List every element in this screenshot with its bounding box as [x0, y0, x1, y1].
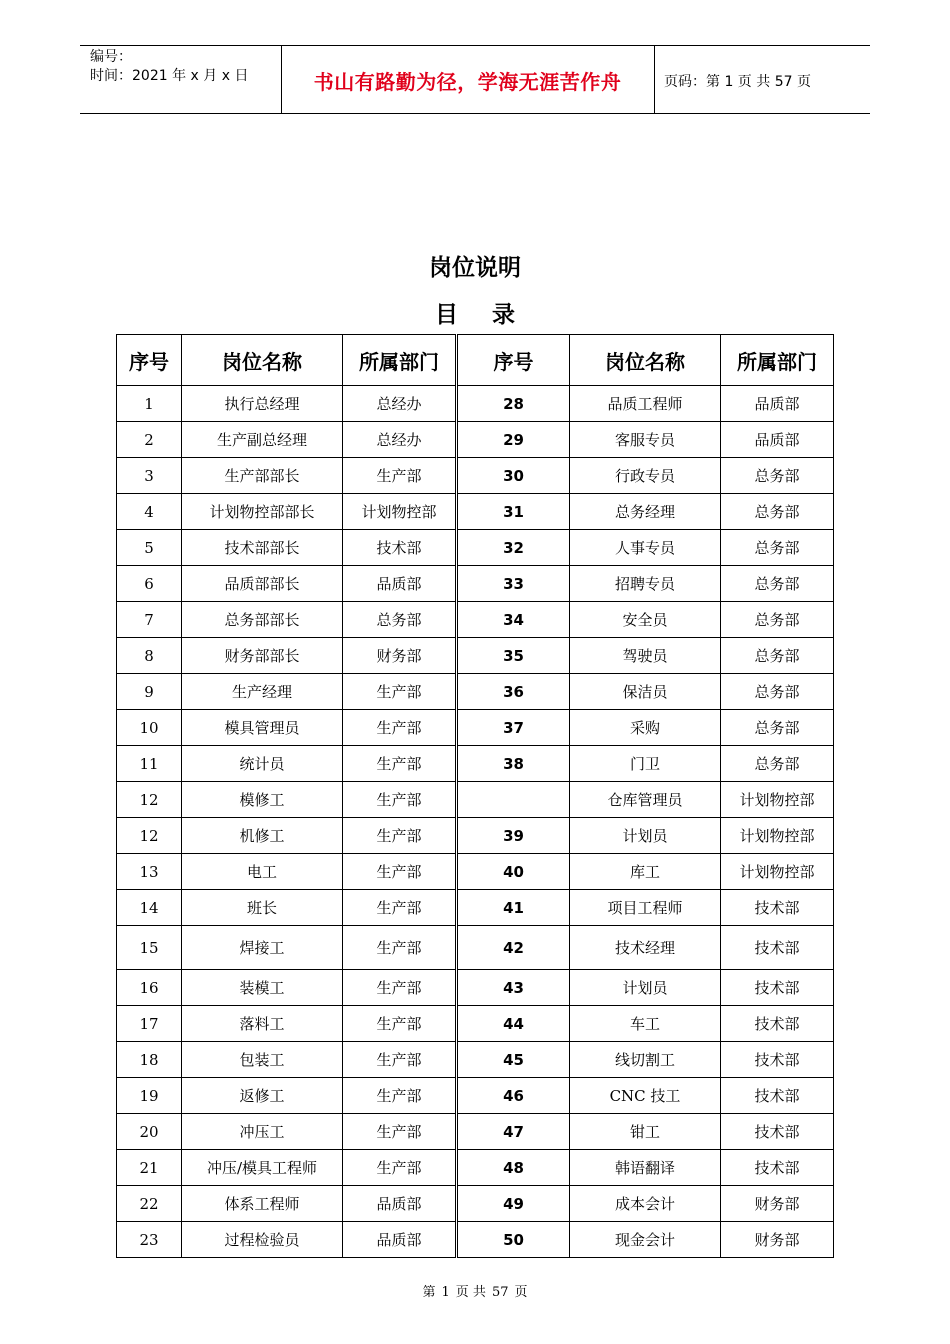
department-cell: 生产部 — [343, 746, 457, 782]
row-number-cell: 33 — [457, 566, 570, 602]
department-cell: 总务部 — [721, 494, 834, 530]
position-name-cell: 电工 — [182, 854, 343, 890]
position-name-cell: 总务部部长 — [182, 602, 343, 638]
row-number-cell: 12 — [117, 818, 182, 854]
position-name-cell: 客服专员 — [570, 422, 721, 458]
department-cell: 生产部 — [343, 1042, 457, 1078]
position-name-cell: 成本会计 — [570, 1186, 721, 1222]
row-number-cell: 34 — [457, 602, 570, 638]
row-number-cell: 40 — [457, 854, 570, 890]
row-number-cell: 16 — [117, 970, 182, 1006]
row-number-cell: 30 — [457, 458, 570, 494]
position-name-cell: 计划员 — [570, 818, 721, 854]
page-subtitle: 目录 — [435, 302, 549, 328]
header-page-label: 页码：第 1 页 共 57 页 — [664, 74, 811, 90]
header-divider-right — [654, 45, 655, 113]
position-directory-table — [116, 334, 834, 1258]
row-number-cell: 41 — [457, 890, 570, 926]
row-number-cell: 38 — [457, 746, 570, 782]
column-header: 岗位名称 — [182, 335, 343, 386]
table-row — [117, 818, 834, 854]
table-row — [117, 494, 834, 530]
position-name-cell: 体系工程师 — [182, 1186, 343, 1222]
row-number-cell: 3 — [117, 458, 182, 494]
position-name-cell: 采购 — [570, 710, 721, 746]
position-name-cell: 品质部部长 — [182, 566, 343, 602]
position-name-cell: 行政专员 — [570, 458, 721, 494]
row-number-cell: 15 — [117, 926, 182, 970]
table-row — [117, 386, 834, 422]
footer-suffix: 页 — [514, 1285, 528, 1300]
row-number-cell: 43 — [457, 970, 570, 1006]
row-number-cell: 6 — [117, 566, 182, 602]
row-number-cell: 5 — [117, 530, 182, 566]
header-time-label: 时间：2021 年 x 月 x 日 — [90, 68, 249, 84]
department-cell: 生产部 — [343, 1150, 457, 1186]
position-name-cell: 装模工 — [182, 970, 343, 1006]
table-row — [117, 890, 834, 926]
header-number-label: 编号： — [90, 49, 132, 65]
position-name-cell: 保洁员 — [570, 674, 721, 710]
table-row — [117, 1078, 834, 1114]
row-number-cell: 17 — [117, 1006, 182, 1042]
department-cell: 品质部 — [343, 1186, 457, 1222]
department-cell: 总务部 — [721, 674, 834, 710]
table-row — [117, 1150, 834, 1186]
row-number-cell: 22 — [117, 1186, 182, 1222]
position-name-cell: 计划物控部部长 — [182, 494, 343, 530]
position-name-cell: 人事专员 — [570, 530, 721, 566]
position-name-cell: 班长 — [182, 890, 343, 926]
position-name-cell: 仓库管理员 — [570, 782, 721, 818]
position-name-cell: 过程检验员 — [182, 1222, 343, 1258]
position-name-cell: 库工 — [570, 854, 721, 890]
table-row — [117, 1042, 834, 1078]
row-number-cell: 50 — [457, 1222, 570, 1258]
footer-page-number: 1 — [441, 1285, 450, 1300]
department-cell: 总经办 — [343, 386, 457, 422]
page-footer — [0, 1281, 950, 1300]
table-row — [117, 854, 834, 890]
table-row — [117, 926, 834, 970]
department-cell: 总务部 — [721, 458, 834, 494]
position-name-cell: CNC 技工 — [570, 1078, 721, 1114]
table-row — [117, 1222, 834, 1258]
position-name-cell: 执行总经理 — [182, 386, 343, 422]
row-number-cell: 4 — [117, 494, 182, 530]
header-bottom-rule — [80, 113, 870, 114]
department-cell: 技术部 — [343, 530, 457, 566]
row-number-cell: 35 — [457, 638, 570, 674]
row-number-cell: 18 — [117, 1042, 182, 1078]
department-cell: 总务部 — [721, 566, 834, 602]
table-row — [117, 1186, 834, 1222]
department-cell: 生产部 — [343, 1006, 457, 1042]
footer-prefix: 第 — [422, 1285, 436, 1300]
department-cell: 生产部 — [343, 710, 457, 746]
position-name-cell: 线切割工 — [570, 1042, 721, 1078]
row-number-cell: 12 — [117, 782, 182, 818]
department-cell: 总经办 — [343, 422, 457, 458]
table-row — [117, 530, 834, 566]
header-meta — [90, 48, 248, 86]
department-cell: 生产部 — [343, 926, 457, 970]
position-name-cell: 钳工 — [570, 1114, 721, 1150]
department-cell: 技术部 — [721, 1006, 834, 1042]
table-row — [117, 638, 834, 674]
department-cell: 计划物控部 — [343, 494, 457, 530]
row-number-cell: 36 — [457, 674, 570, 710]
table-row — [117, 602, 834, 638]
department-cell: 品质部 — [721, 422, 834, 458]
department-cell: 技术部 — [721, 970, 834, 1006]
position-name-cell: 生产部部长 — [182, 458, 343, 494]
row-number-cell: 31 — [457, 494, 570, 530]
row-number-cell: 49 — [457, 1186, 570, 1222]
row-number-cell: 45 — [457, 1042, 570, 1078]
position-name-cell: 财务部部长 — [182, 638, 343, 674]
table-row — [117, 1006, 834, 1042]
position-name-cell: 招聘专员 — [570, 566, 721, 602]
row-number-cell: 1 — [117, 386, 182, 422]
row-number-cell: 2 — [117, 422, 182, 458]
department-cell: 计划物控部 — [721, 854, 834, 890]
position-name-cell: 驾驶员 — [570, 638, 721, 674]
department-cell: 总务部 — [721, 746, 834, 782]
row-number-cell: 21 — [117, 1150, 182, 1186]
department-cell: 生产部 — [343, 1078, 457, 1114]
column-header: 序号 — [457, 335, 570, 386]
department-cell: 计划物控部 — [721, 782, 834, 818]
position-name-cell: 品质工程师 — [570, 386, 721, 422]
column-header: 序号 — [117, 335, 182, 386]
row-number-cell: 9 — [117, 674, 182, 710]
department-cell: 生产部 — [343, 1114, 457, 1150]
table-row — [117, 1114, 834, 1150]
position-name-cell: 技术经理 — [570, 926, 721, 970]
department-cell: 技术部 — [721, 1114, 834, 1150]
department-cell: 技术部 — [721, 1042, 834, 1078]
row-number-cell: 11 — [117, 746, 182, 782]
department-cell: 总务部 — [721, 602, 834, 638]
department-cell: 技术部 — [721, 926, 834, 970]
position-name-cell: 项目工程师 — [570, 890, 721, 926]
position-name-cell: 冲压工 — [182, 1114, 343, 1150]
column-header: 所属部门 — [343, 335, 457, 386]
department-cell: 品质部 — [343, 1222, 457, 1258]
position-name-cell: 模修工 — [182, 782, 343, 818]
department-cell: 品质部 — [343, 566, 457, 602]
position-name-cell: 落料工 — [182, 1006, 343, 1042]
table-row — [117, 422, 834, 458]
position-name-cell: 安全员 — [570, 602, 721, 638]
position-name-cell: 包装工 — [182, 1042, 343, 1078]
row-number-cell: 10 — [117, 710, 182, 746]
column-header: 所属部门 — [721, 335, 834, 386]
department-cell: 生产部 — [343, 890, 457, 926]
table-row — [117, 566, 834, 602]
table-row — [117, 710, 834, 746]
position-name-cell: 生产副总经理 — [182, 422, 343, 458]
page-title: 岗位说明 — [429, 255, 521, 281]
department-cell: 生产部 — [343, 674, 457, 710]
header-motto: 书山有路勤为径，学海无涯苦作舟 — [313, 70, 622, 94]
row-number-cell — [457, 782, 570, 818]
row-number-cell: 23 — [117, 1222, 182, 1258]
position-name-cell: 统计员 — [182, 746, 343, 782]
table-row — [117, 782, 834, 818]
position-name-cell: 总务经理 — [570, 494, 721, 530]
table-row — [117, 674, 834, 710]
row-number-cell: 7 — [117, 602, 182, 638]
department-cell: 生产部 — [343, 970, 457, 1006]
position-name-cell: 焊接工 — [182, 926, 343, 970]
department-cell: 生产部 — [343, 854, 457, 890]
row-number-cell: 20 — [117, 1114, 182, 1150]
position-name-cell: 车工 — [570, 1006, 721, 1042]
table-row — [117, 746, 834, 782]
department-cell: 财务部 — [721, 1186, 834, 1222]
department-cell: 总务部 — [721, 638, 834, 674]
table-body — [117, 386, 834, 1258]
position-name-cell: 冲压/模具工程师 — [182, 1150, 343, 1186]
department-cell: 生产部 — [343, 818, 457, 854]
position-name-cell: 门卫 — [570, 746, 721, 782]
position-name-cell: 生产经理 — [182, 674, 343, 710]
row-number-cell: 13 — [117, 854, 182, 890]
department-cell: 技术部 — [721, 1078, 834, 1114]
position-name-cell: 现金会计 — [570, 1222, 721, 1258]
row-number-cell: 47 — [457, 1114, 570, 1150]
row-number-cell: 14 — [117, 890, 182, 926]
column-header: 岗位名称 — [570, 335, 721, 386]
header-top-rule — [80, 45, 870, 46]
table-header-row — [117, 335, 834, 386]
department-cell: 总务部 — [721, 530, 834, 566]
department-cell: 品质部 — [721, 386, 834, 422]
row-number-cell: 46 — [457, 1078, 570, 1114]
row-number-cell: 37 — [457, 710, 570, 746]
footer-mid: 页 共 — [455, 1285, 486, 1300]
row-number-cell: 39 — [457, 818, 570, 854]
department-cell: 总务部 — [343, 602, 457, 638]
position-name-cell: 返修工 — [182, 1078, 343, 1114]
row-number-cell: 19 — [117, 1078, 182, 1114]
row-number-cell: 32 — [457, 530, 570, 566]
footer-total-pages: 57 — [491, 1285, 509, 1300]
table-row — [117, 458, 834, 494]
department-cell: 总务部 — [721, 710, 834, 746]
row-number-cell: 29 — [457, 422, 570, 458]
department-cell: 技术部 — [721, 1150, 834, 1186]
row-number-cell: 44 — [457, 1006, 570, 1042]
department-cell: 生产部 — [343, 782, 457, 818]
row-number-cell: 8 — [117, 638, 182, 674]
position-name-cell: 机修工 — [182, 818, 343, 854]
position-name-cell: 技术部部长 — [182, 530, 343, 566]
department-cell: 生产部 — [343, 458, 457, 494]
department-cell: 技术部 — [721, 890, 834, 926]
position-name-cell: 计划员 — [570, 970, 721, 1006]
position-name-cell: 模具管理员 — [182, 710, 343, 746]
row-number-cell: 48 — [457, 1150, 570, 1186]
table-row — [117, 970, 834, 1006]
department-cell: 财务部 — [343, 638, 457, 674]
department-cell: 财务部 — [721, 1222, 834, 1258]
department-cell: 计划物控部 — [721, 818, 834, 854]
row-number-cell: 42 — [457, 926, 570, 970]
position-name-cell: 韩语翻译 — [570, 1150, 721, 1186]
row-number-cell: 28 — [457, 386, 570, 422]
